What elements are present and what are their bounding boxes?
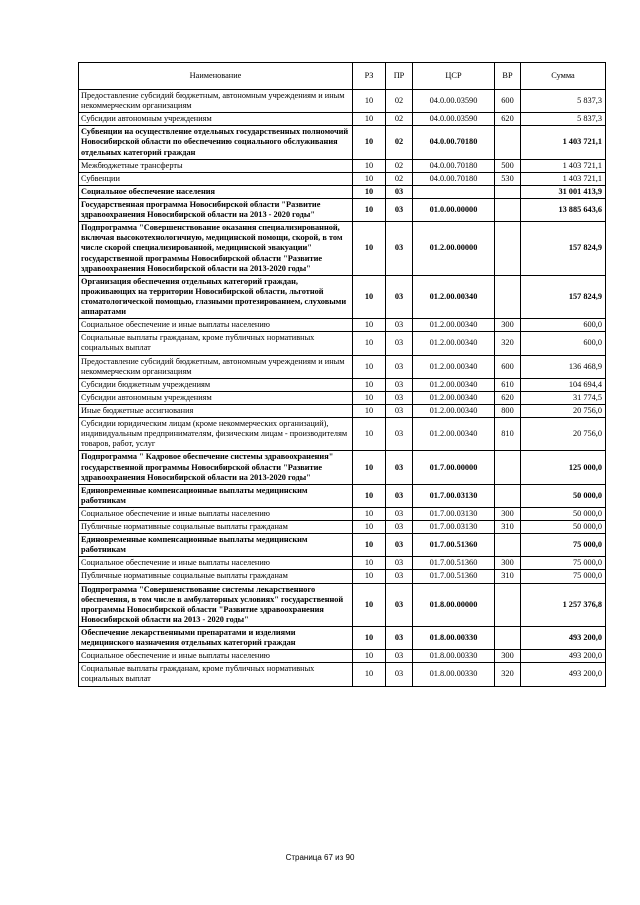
cell-rz: 10 [353,484,386,507]
cell-csr: 01.2.00.00340 [413,378,495,391]
cell-pr: 03 [386,484,413,507]
table-row [79,451,606,484]
cell-rz: 10 [353,451,386,484]
header-name: Наименование [79,63,353,90]
table-row [79,222,606,276]
cell-pr: 03 [386,275,413,318]
cell-pr: 03 [386,404,413,417]
cell-pr: 02 [386,126,413,159]
cell-vr: 600 [495,355,521,378]
cell-vr: 320 [495,663,521,686]
cell-sum: 493 200,0 [521,627,606,650]
cell-sum: 157 824,9 [521,275,606,318]
cell-csr: 01.2.00.00340 [413,355,495,378]
cell-sum: 493 200,0 [521,650,606,663]
cell-rz: 10 [353,126,386,159]
cell-pr: 03 [386,583,413,626]
cell-name: Социальное обеспечение и иные выплаты населению [79,319,353,332]
cell-csr: 01.2.00.00340 [413,319,495,332]
table-header-row [79,63,606,90]
cell-pr: 02 [386,159,413,172]
cell-rz: 10 [353,391,386,404]
cell-vr: 620 [495,113,521,126]
cell-pr: 03 [386,521,413,534]
cell-pr: 03 [386,355,413,378]
table-row [79,663,606,686]
cell-rz: 10 [353,507,386,520]
table-row [79,319,606,332]
cell-csr: 01.8.00.00330 [413,627,495,650]
cell-vr: 610 [495,378,521,391]
cell-pr: 02 [386,113,413,126]
cell-vr: 530 [495,172,521,185]
cell-rz: 10 [353,90,386,113]
cell-sum: 157 824,9 [521,222,606,276]
header-vr: ВР [495,63,521,90]
cell-vr [495,126,521,159]
cell-vr: 300 [495,557,521,570]
cell-csr: 04.0.00.70180 [413,159,495,172]
cell-name: Субсидии юридическим лицам (кроме некоммерческих организаций), индивидуальным предпринимателям, физическим лицам - производителям товаров, работ, услуг [79,418,353,451]
cell-vr: 310 [495,521,521,534]
cell-name: Субвенции на осуществление отдельных государственных полномочий Новосибирской области по обеспечению социального обслуживания отдельных категорий граждан [79,126,353,159]
cell-sum: 31 001 413,9 [521,185,606,198]
cell-name: Предоставление субсидий бюджетным, автономным учреждениям и иным некоммерческим организациям [79,90,353,113]
header-sum: Сумма [521,63,606,90]
cell-rz: 10 [353,275,386,318]
cell-vr [495,222,521,276]
table-row [79,507,606,520]
cell-sum: 50 000,0 [521,484,606,507]
cell-sum: 75 000,0 [521,570,606,583]
table-row [79,113,606,126]
cell-sum: 125 000,0 [521,451,606,484]
cell-csr: 01.2.00.00340 [413,391,495,404]
cell-name: Предоставление субсидий бюджетным, автономным учреждениям и иным некоммерческим организациям [79,355,353,378]
table-row [79,484,606,507]
cell-name: Социальные выплаты гражданам, кроме публичных нормативных социальных выплат [79,663,353,686]
cell-vr: 620 [495,391,521,404]
cell-sum: 136 468,9 [521,355,606,378]
cell-csr: 04.0.00.70180 [413,126,495,159]
cell-vr: 500 [495,159,521,172]
cell-csr: 01.8.00.00330 [413,663,495,686]
cell-name: Обеспечение лекарственными препаратами и изделиями медицинского назначения отдельных категорий граждан [79,627,353,650]
table-row [79,557,606,570]
cell-sum: 493 200,0 [521,663,606,686]
cell-vr: 800 [495,404,521,417]
cell-name: Социальное обеспечение населения [79,185,353,198]
cell-sum: 5 837,3 [521,113,606,126]
cell-name: Публичные нормативные социальные выплаты гражданам [79,521,353,534]
cell-sum: 1 257 376,8 [521,583,606,626]
cell-vr: 310 [495,570,521,583]
cell-rz: 10 [353,557,386,570]
cell-pr: 03 [386,663,413,686]
table-row [79,404,606,417]
cell-name: Подпрограмма " Кадровое обеспечение системы здравоохранения" государственной программы Новосибирской области "Развитие здравоохранения Новосибирской области на 2013-2020 годы" [79,451,353,484]
cell-sum: 600,0 [521,319,606,332]
cell-vr: 300 [495,650,521,663]
cell-name: Организация обеспечения отдельных категорий граждан, проживающих на территории Новосибирской области, льготной стоматологической помощью, глазными протезированием, слуховыми аппаратами [79,275,353,318]
cell-pr: 03 [386,391,413,404]
cell-csr: 01.7.00.03130 [413,484,495,507]
cell-sum: 50 000,0 [521,521,606,534]
cell-sum: 5 837,3 [521,90,606,113]
cell-sum: 31 774,5 [521,391,606,404]
table-row [79,172,606,185]
cell-pr: 02 [386,172,413,185]
cell-csr [413,185,495,198]
cell-name: Субсидии бюджетным учреждениям [79,378,353,391]
cell-name: Субсидии автономным учреждениям [79,391,353,404]
table-row [79,198,606,221]
cell-name: Единовременные компенсационные выплаты медицинским работникам [79,484,353,507]
cell-name: Субсидии автономным учреждениям [79,113,353,126]
cell-csr: 01.8.00.00000 [413,583,495,626]
cell-vr [495,198,521,221]
cell-sum: 104 694,4 [521,378,606,391]
table-row [79,521,606,534]
cell-rz: 10 [353,521,386,534]
cell-csr: 01.2.00.00340 [413,275,495,318]
table-row [79,126,606,159]
cell-pr: 02 [386,90,413,113]
cell-vr [495,484,521,507]
table-row [79,90,606,113]
cell-vr: 300 [495,507,521,520]
table-row [79,583,606,626]
table-row [79,159,606,172]
cell-rz: 10 [353,534,386,557]
table-row [79,378,606,391]
header-rz: РЗ [353,63,386,90]
cell-sum: 50 000,0 [521,507,606,520]
cell-name: Единовременные компенсационные выплаты медицинским работникам [79,534,353,557]
cell-name: Иные бюджетные ассигнования [79,404,353,417]
table-row [79,570,606,583]
cell-csr: 01.2.00.00000 [413,222,495,276]
table-row [79,332,606,355]
cell-rz: 10 [353,650,386,663]
cell-sum: 75 000,0 [521,557,606,570]
cell-vr: 300 [495,319,521,332]
cell-pr: 03 [386,451,413,484]
cell-name: Субвенции [79,172,353,185]
cell-pr: 03 [386,557,413,570]
cell-sum: 1 403 721,1 [521,159,606,172]
cell-csr: 01.2.00.00340 [413,332,495,355]
cell-csr: 04.0.00.03590 [413,113,495,126]
cell-sum: 20 756,0 [521,418,606,451]
cell-sum: 20 756,0 [521,404,606,417]
cell-vr [495,275,521,318]
cell-rz: 10 [353,378,386,391]
cell-pr: 03 [386,534,413,557]
cell-pr: 03 [386,185,413,198]
budget-table [78,62,606,687]
cell-vr [495,534,521,557]
cell-name: Социальное обеспечение и иные выплаты населению [79,507,353,520]
cell-name: Социальное обеспечение и иные выплаты населению [79,557,353,570]
page-number: Страница 67 из 90 [285,853,355,862]
cell-sum: 600,0 [521,332,606,355]
cell-rz: 10 [353,172,386,185]
cell-rz: 10 [353,418,386,451]
cell-rz: 10 [353,319,386,332]
cell-pr: 03 [386,627,413,650]
cell-rz: 10 [353,222,386,276]
cell-pr: 03 [386,319,413,332]
cell-name: Социальные выплаты гражданам, кроме публичных нормативных социальных выплат [79,332,353,355]
cell-rz: 10 [353,583,386,626]
cell-name: Межбюджетные трансферты [79,159,353,172]
cell-pr: 03 [386,650,413,663]
cell-csr: 01.7.00.51360 [413,570,495,583]
cell-csr: 01.7.00.03130 [413,521,495,534]
cell-csr: 01.8.00.00330 [413,650,495,663]
cell-name: Государственная программа Новосибирской области "Развитие здравоохранения Новосибирской области на 2013 - 2020 годы" [79,198,353,221]
cell-csr: 01.7.00.51360 [413,534,495,557]
table-body [79,90,606,687]
cell-csr: 01.2.00.00340 [413,418,495,451]
cell-vr [495,583,521,626]
cell-rz: 10 [353,198,386,221]
cell-csr: 01.7.00.03130 [413,507,495,520]
cell-pr: 03 [386,418,413,451]
table-row [79,534,606,557]
cell-vr [495,185,521,198]
cell-pr: 03 [386,332,413,355]
cell-vr: 600 [495,90,521,113]
table-row [79,275,606,318]
cell-sum: 1 403 721,1 [521,172,606,185]
cell-csr: 01.0.00.00000 [413,198,495,221]
cell-csr: 01.2.00.00340 [413,404,495,417]
cell-name: Подпрограмма "Совершенствование системы лекарственного обеспечения, в том числе в амбулаторных условиях" государственной программы Новосибирской области "Развитие здравоохранения Новосибирской области на 2013 - 2020 годы" [79,583,353,626]
table-row [79,391,606,404]
header-pr: ПР [386,63,413,90]
table-row [79,355,606,378]
cell-rz: 10 [353,404,386,417]
cell-pr: 03 [386,507,413,520]
cell-vr: 810 [495,418,521,451]
table-row [79,627,606,650]
cell-rz: 10 [353,570,386,583]
table-row [79,650,606,663]
header-csr: ЦСР [413,63,495,90]
cell-sum: 75 000,0 [521,534,606,557]
cell-vr [495,451,521,484]
cell-pr: 03 [386,198,413,221]
cell-pr: 03 [386,570,413,583]
cell-csr: 04.0.00.03590 [413,90,495,113]
cell-vr [495,627,521,650]
cell-csr: 04.0.00.70180 [413,172,495,185]
cell-rz: 10 [353,185,386,198]
cell-name: Публичные нормативные социальные выплаты гражданам [79,570,353,583]
cell-pr: 03 [386,222,413,276]
cell-sum: 13 885 643,6 [521,198,606,221]
table-row [79,185,606,198]
cell-pr: 03 [386,378,413,391]
cell-rz: 10 [353,159,386,172]
cell-csr: 01.7.00.51360 [413,557,495,570]
cell-name: Подпрограмма "Совершенствование оказания специализированной, включая высокотехнологичную, медицинской помощи, скорой, в том числе скорой специализированной, медицинской эвакуации" государственной программы Новосибирской области "Развитие здравоохранения Новосибирской области на 2013-2020 годы" [79,222,353,276]
cell-csr: 01.7.00.00000 [413,451,495,484]
cell-sum: 1 403 721,1 [521,126,606,159]
cell-rz: 10 [353,627,386,650]
cell-rz: 10 [353,663,386,686]
table-row [79,418,606,451]
cell-vr: 320 [495,332,521,355]
cell-rz: 10 [353,355,386,378]
cell-rz: 10 [353,332,386,355]
cell-name: Социальное обеспечение и иные выплаты населению [79,650,353,663]
cell-rz: 10 [353,113,386,126]
